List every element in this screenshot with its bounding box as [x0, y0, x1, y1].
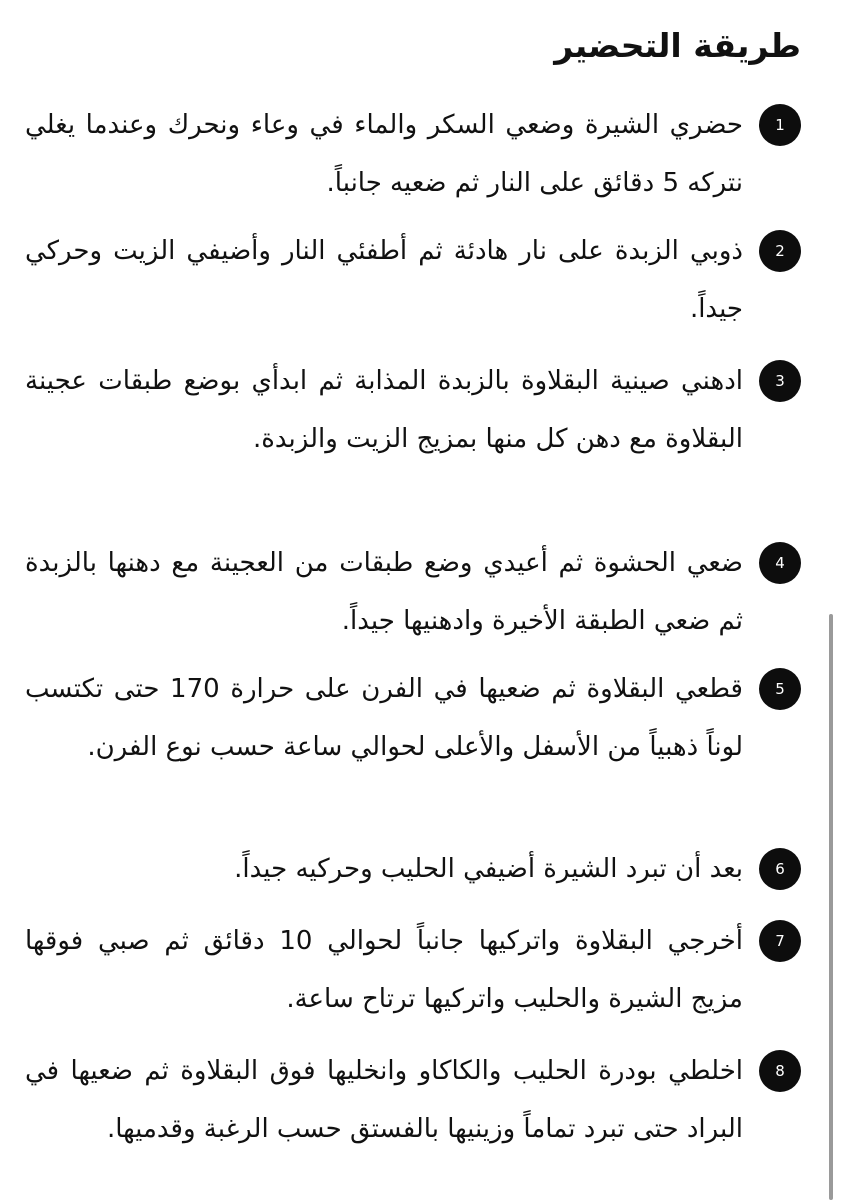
step-7 — [25, 912, 801, 1028]
step-text: ادهني صينية البقلاوة بالزبدة المذابة ثم ابدأي بوضع طبقات عجينة البقلاوة مع دهن كل منها بمزيج الزيت والزبدة. — [25, 366, 743, 454]
step-number-badge: 4 — [759, 542, 801, 584]
step-text: بعد أن تبرد الشيرة أضيفي الحليب وحركيه جيداً. — [234, 854, 743, 884]
step-text: ضعي الحشوة ثم أعيدي وضع طبقات من العجينة مع دهنها بالزبدة ثم ضعي الطبقة الأخيرة وادهنيها جيداً. — [25, 548, 743, 636]
step-number-badge: 2 — [759, 230, 801, 272]
step-text: اخلطي بودرة الحليب والكاكاو وانخليها فوق البقلاوة ثم ضعيها في البراد حتى تبرد تماماً وزينيها بالفستق حسب الرغبة وقدميها. — [25, 1056, 743, 1144]
step-2 — [25, 222, 801, 338]
step-4 — [25, 534, 801, 650]
step-6 — [25, 840, 801, 898]
step-1 — [25, 96, 801, 212]
step-number-badge: 3 — [759, 360, 801, 402]
step-3 — [25, 352, 801, 468]
step-number-badge: 6 — [759, 848, 801, 890]
step-5 — [25, 660, 801, 776]
step-number-badge: 1 — [759, 104, 801, 146]
step-number-badge: 8 — [759, 1050, 801, 1092]
step-8 — [25, 1042, 801, 1158]
step-text: قطعي البقلاوة ثم ضعيها في الفرن على حرارة 170 حتى تكتسب لوناً ذهبياً من الأسفل والأعلى لحوالي ساعة حسب نوع الفرن. — [25, 674, 743, 762]
scrollbar-thumb[interactable] — [829, 614, 833, 1200]
step-text: حضري الشيرة وضعي السكر والماء في وعاء ونحرك وعندما يغلي نتركه 5 دقائق على النار ثم ضعيه جانباً. — [25, 110, 743, 198]
step-text: ذوبي الزبدة على نار هادئة ثم أطفئي النار وأضيفي الزيت وحركي جيداً. — [25, 236, 743, 324]
step-number-badge: 5 — [759, 668, 801, 710]
step-number-badge: 7 — [759, 920, 801, 962]
step-text: أخرجي البقلاوة واتركيها جانباً لحوالي 10 دقائق ثم صبي فوقها مزيج الشيرة والحليب واتركيها ترتاح ساعة. — [25, 926, 743, 1014]
section-title: طريقة التحضير — [554, 26, 801, 65]
